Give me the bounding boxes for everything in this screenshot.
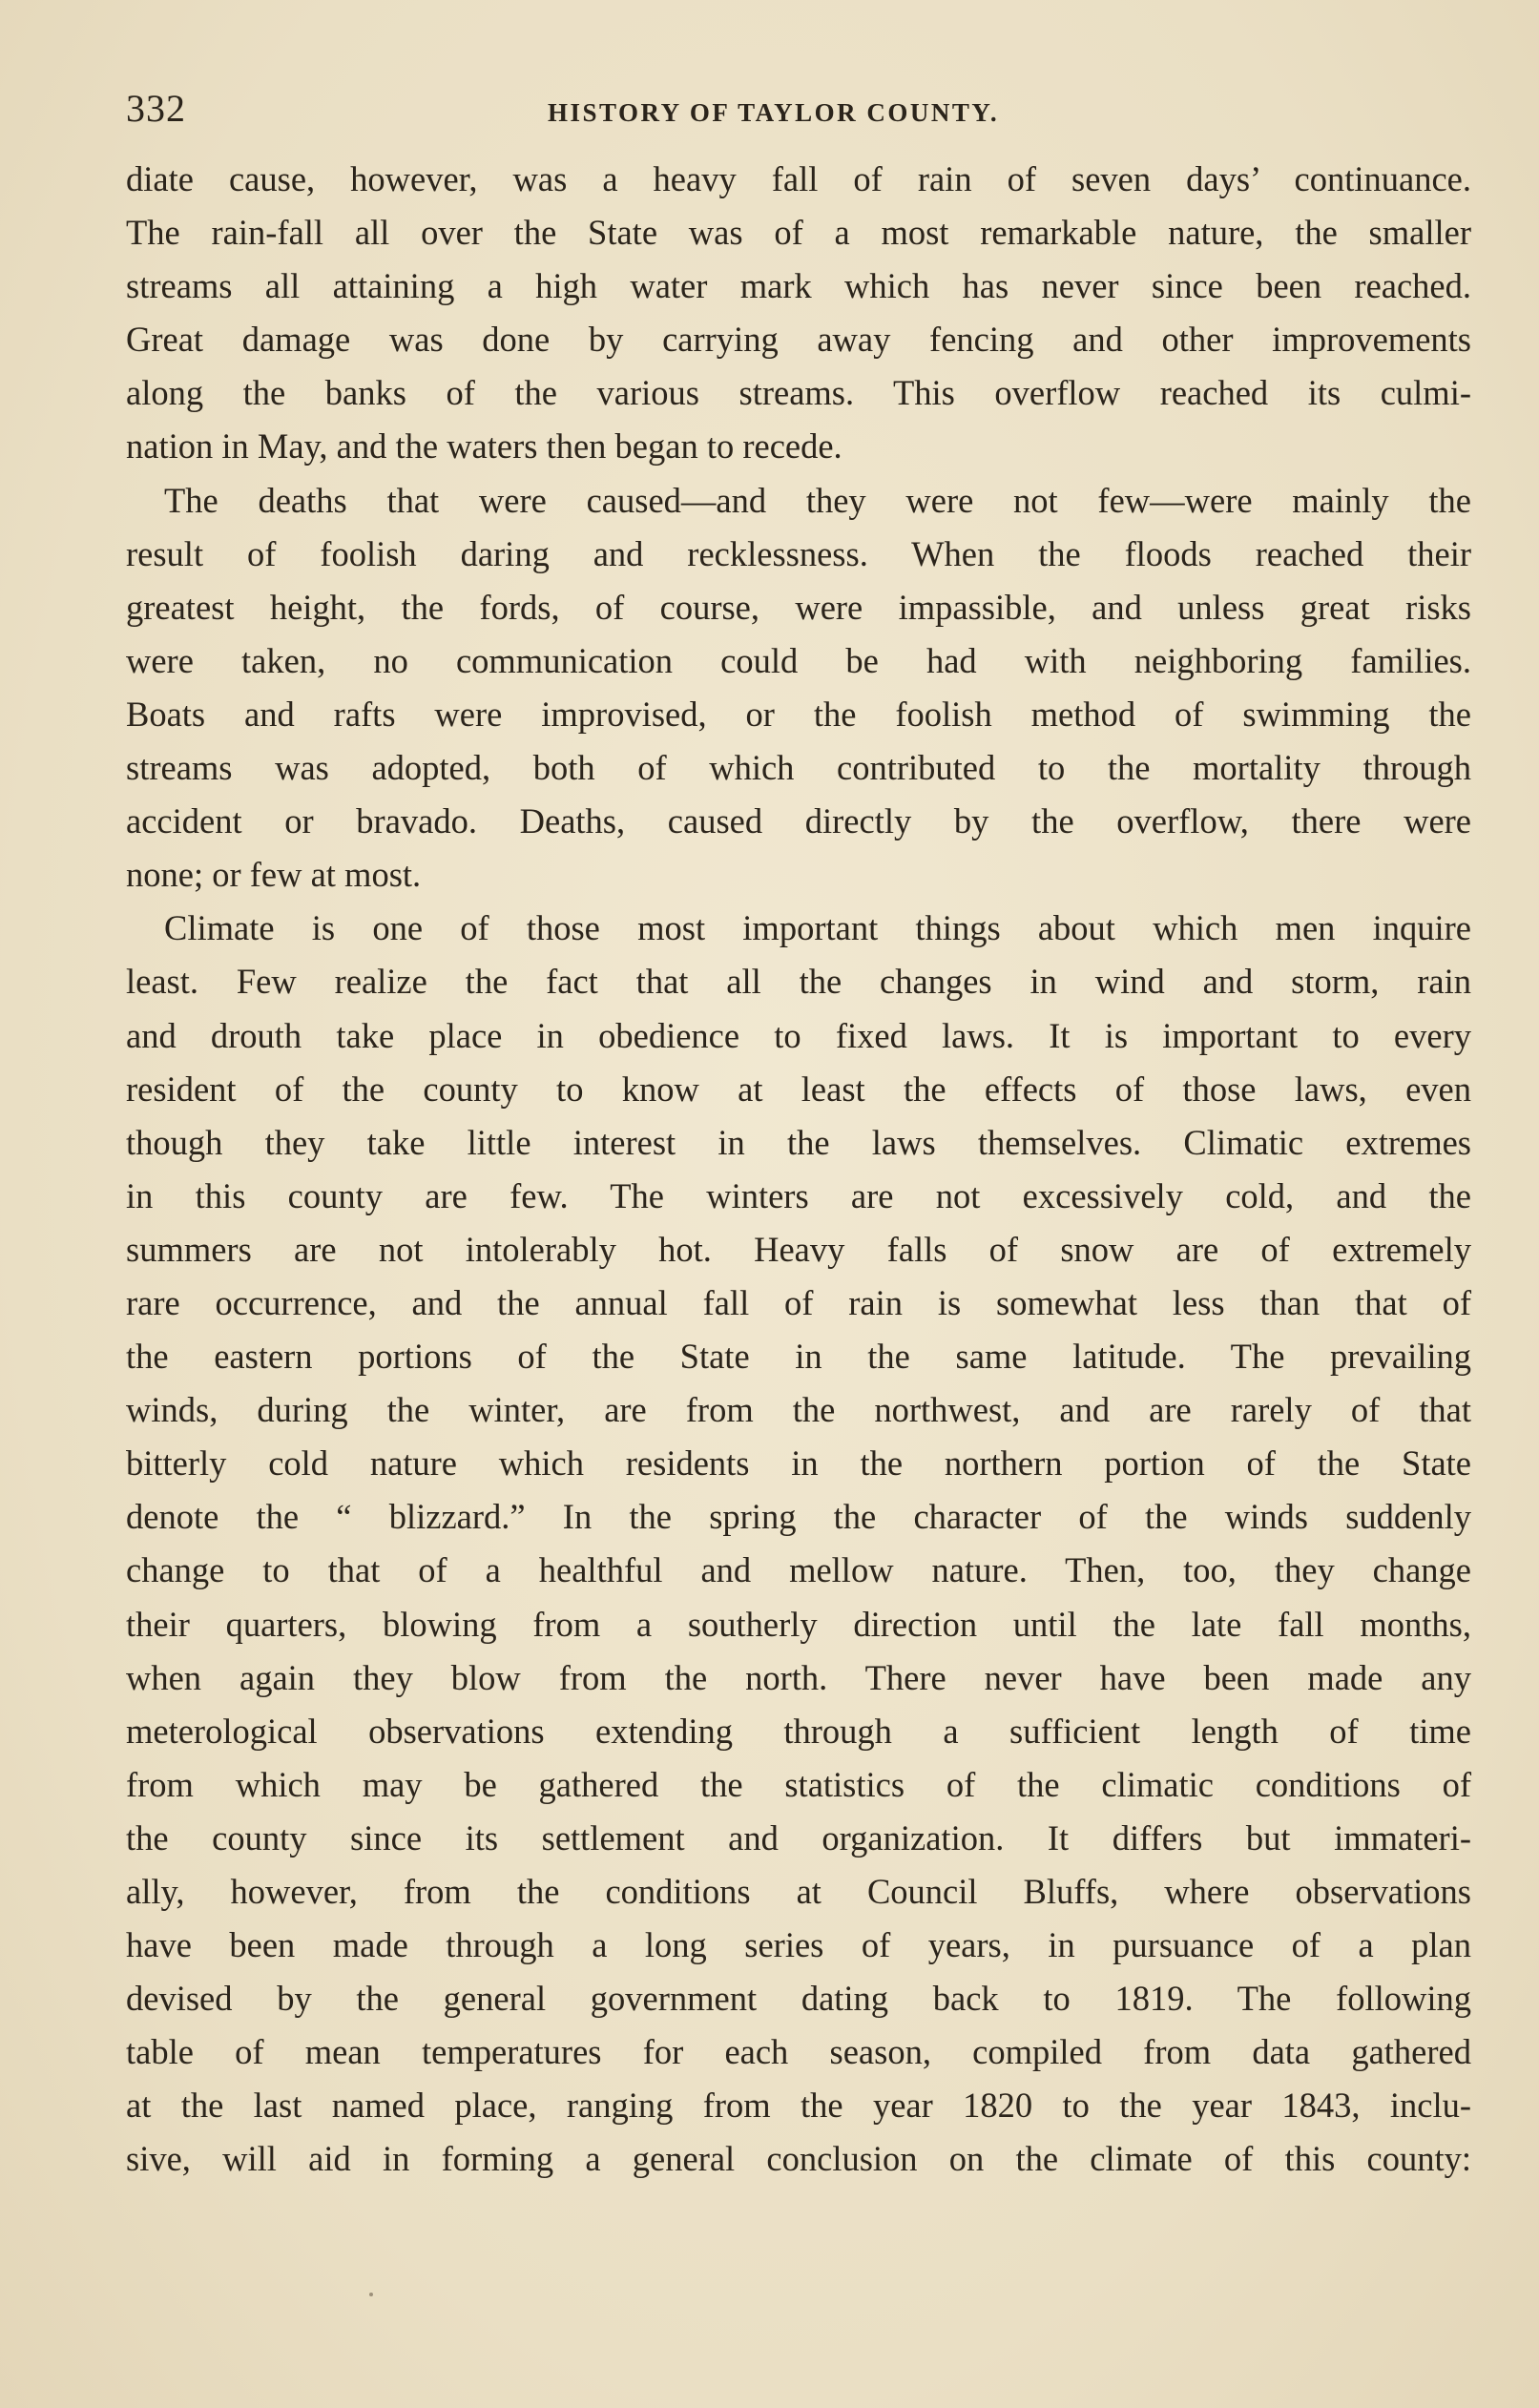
text-line: their quarters, blowing from a southerly direction until the late fall months, [126, 1604, 1471, 1644]
text-line: at the last named place, ranging from the year 1820 to the year 1843, inclu- [126, 2086, 1471, 2126]
text-line: have been made through a long series of years, in pursuance of a plan [126, 1925, 1471, 1965]
text-line: meterological observations extending through a sufficient length of time [126, 1711, 1471, 1751]
text-line: summers are not intolerably hot. Heavy falls of snow are of extremely [126, 1229, 1471, 1269]
text-line: rare occurrence, and the annual fall of rain is somewhat less than that of [126, 1282, 1471, 1322]
text-line: streams all attaining a high water mark which has never since been reached. [126, 266, 1471, 306]
text-line: The rain-fall all over the State was of a most remarkable nature, the smaller [126, 213, 1471, 253]
ink-speck [369, 2293, 373, 2296]
text-line: and drouth take place in obedience to fixed laws. It is important to every [126, 1015, 1471, 1055]
text-line: nation in May, and the waters then began to recede. [126, 426, 842, 467]
paragraph-start-line: Climate is one of those most important things about which men inquire [164, 908, 1471, 948]
text-line: table of mean temperatures for each season, compiled from data gathered [126, 2032, 1471, 2072]
text-line: Great damage was done by carrying away fencing and other improvements [126, 320, 1471, 360]
text-line: accident or bravado. Deaths, caused directly by the overflow, there were [126, 801, 1471, 841]
page-number: 332 [126, 87, 186, 130]
text-line: none; or few at most. [126, 855, 422, 895]
text-line: resident of the county to know at least the effects of those laws, even [126, 1069, 1471, 1109]
text-line: in this county are few. The winters are not excessively cold, and the [126, 1175, 1471, 1215]
text-line: streams was adopted, both of which contributed to the mortality through [126, 748, 1471, 788]
text-line: greatest height, the fords, of course, were impassible, and unless great risks [126, 587, 1471, 627]
text-line: when again they blow from the north. There never have been made any [126, 1657, 1471, 1697]
text-line: though they take little interest in the laws themselves. Climatic extremes [126, 1122, 1471, 1162]
text-line: sive, will aid in forming a general conclusion on the climate of this county: [126, 2139, 1471, 2179]
text-line: diate cause, however, was a heavy fall of rain of seven days’ continuance. [126, 159, 1471, 198]
text-line: Boats and rafts were improvised, or the foolish method of swimming the [126, 694, 1471, 734]
text-line: ally, however, from the conditions at Council Bluffs, where observations [126, 1872, 1471, 1911]
text-line: denote the “ blizzard.” In the spring the character of the winds suddenly [126, 1497, 1471, 1537]
running-title: HISTORY OF TAYLOR COUNTY. [548, 98, 1000, 127]
text-line: bitterly cold nature which residents in the northern portion of the State [126, 1443, 1471, 1484]
text-line: the county since its settlement and organization. It differs but immateri- [126, 1817, 1471, 1858]
body-text [126, 153, 1471, 2187]
running-head [126, 80, 1462, 137]
text-line: were taken, no communication could be had with neighboring families. [126, 640, 1471, 680]
text-line: from which may be gathered the statistics of the climatic conditions of [126, 1764, 1471, 1804]
text-line: result of foolish daring and recklessness. When the floods reached their [126, 533, 1471, 573]
text-line: the eastern portions of the State in the same latitude. The prevailing [126, 1337, 1471, 1377]
text-line: change to that of a healthful and mellow nature. Then, too, they change [126, 1550, 1471, 1590]
text-line: least. Few realize the fact that all the changes in wind and storm, rain [126, 962, 1471, 1002]
text-line: winds, during the winter, are from the northwest, and are rarely of that [126, 1390, 1471, 1430]
paragraph-start-line: The deaths that were caused—and they were not few—were mainly the [164, 480, 1471, 520]
text-line: along the banks of the various streams. This overflow reached its culmi- [126, 373, 1471, 413]
text-line: devised by the general government dating back to 1819. The following [126, 1979, 1471, 2019]
